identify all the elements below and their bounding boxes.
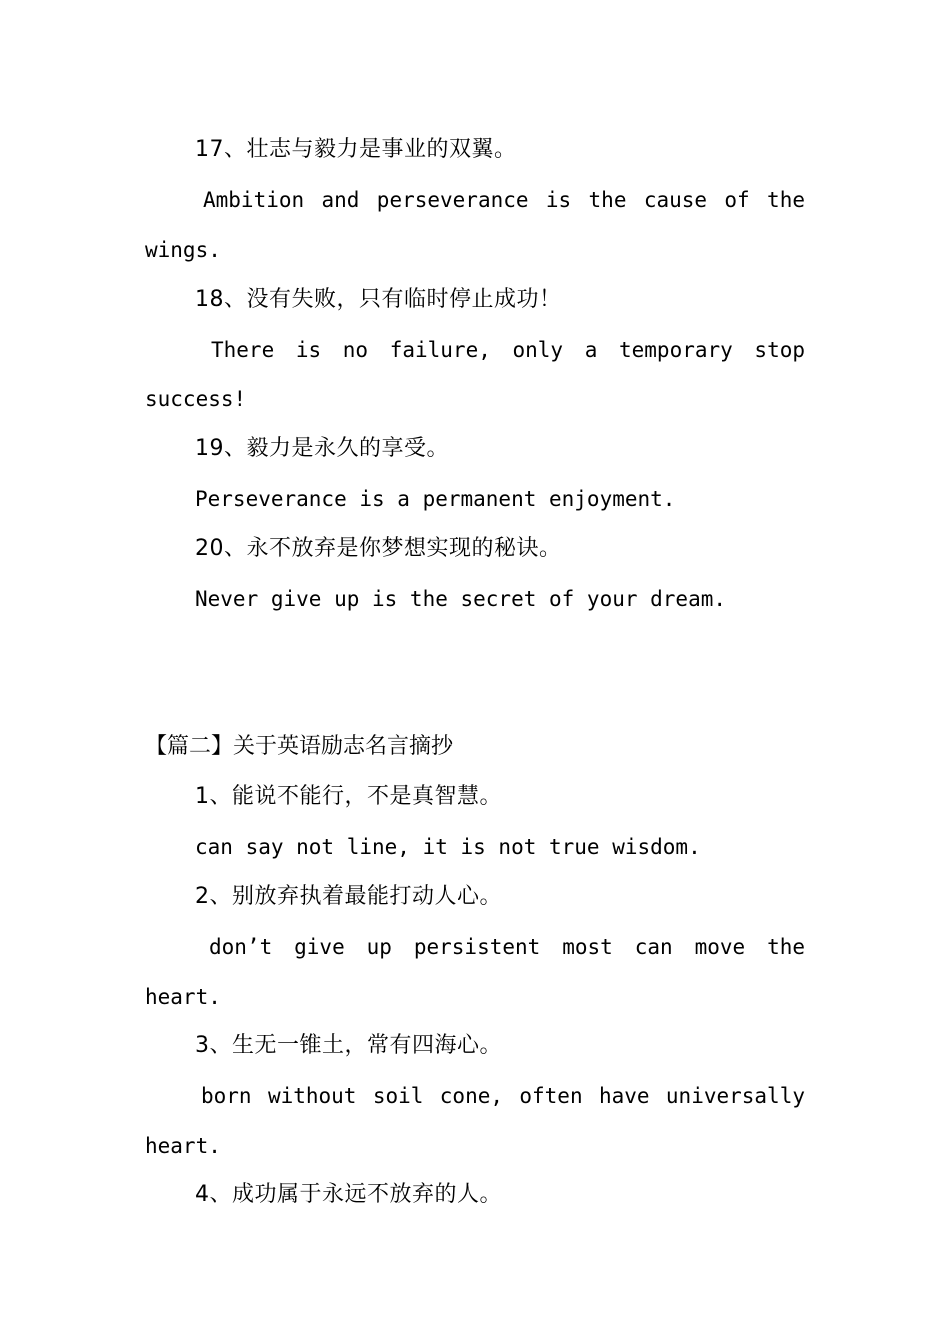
quote-18-chinese: 18、没有失败，只有临时停止成功！ (195, 287, 562, 312)
quote-2-chinese: 2、别放弃执着最能打动人心。 (195, 884, 502, 909)
quote-17-english-line1: Ambition and perseverance is the cause of the (203, 188, 805, 212)
quote-17-chinese: 17、壮志与毅力是事业的双翼。 (195, 137, 517, 162)
quote-1-chinese: 1、能说不能行，不是真智慧。 (195, 784, 502, 809)
quote-17-english-line2: wings. (145, 238, 221, 262)
quote-3-english-line1: born without soil cone, often have universally (201, 1084, 805, 1108)
quote-18-english-line2: success! (145, 387, 247, 411)
quote-3-chinese: 3、生无一锥土，常有四海心。 (195, 1033, 502, 1058)
quote-20-english: Never give up is the secret of your dream. (195, 587, 727, 611)
quote-20-chinese: 20、永不放弃是你梦想实现的秘诀。 (195, 536, 562, 561)
quote-19-chinese: 19、毅力是永久的享受。 (195, 436, 449, 461)
quote-19-english: Perseverance is a permanent enjoyment. (195, 487, 676, 511)
quote-2-english-line1: don’t give up persistent most can move the (209, 935, 805, 959)
quote-3-english-line2: heart. (145, 1134, 221, 1158)
quote-4-chinese: 4、成功属于永远不放弃的人。 (195, 1182, 502, 1207)
section-heading: 【篇二】关于英语励志名言摘抄 (145, 734, 454, 759)
quote-18-english-line1: There is no failure, only a temporary stop (211, 338, 805, 362)
quote-1-english: can say not line, it is not true wisdom. (195, 835, 701, 859)
quote-2-english-line2: heart. (145, 985, 221, 1009)
